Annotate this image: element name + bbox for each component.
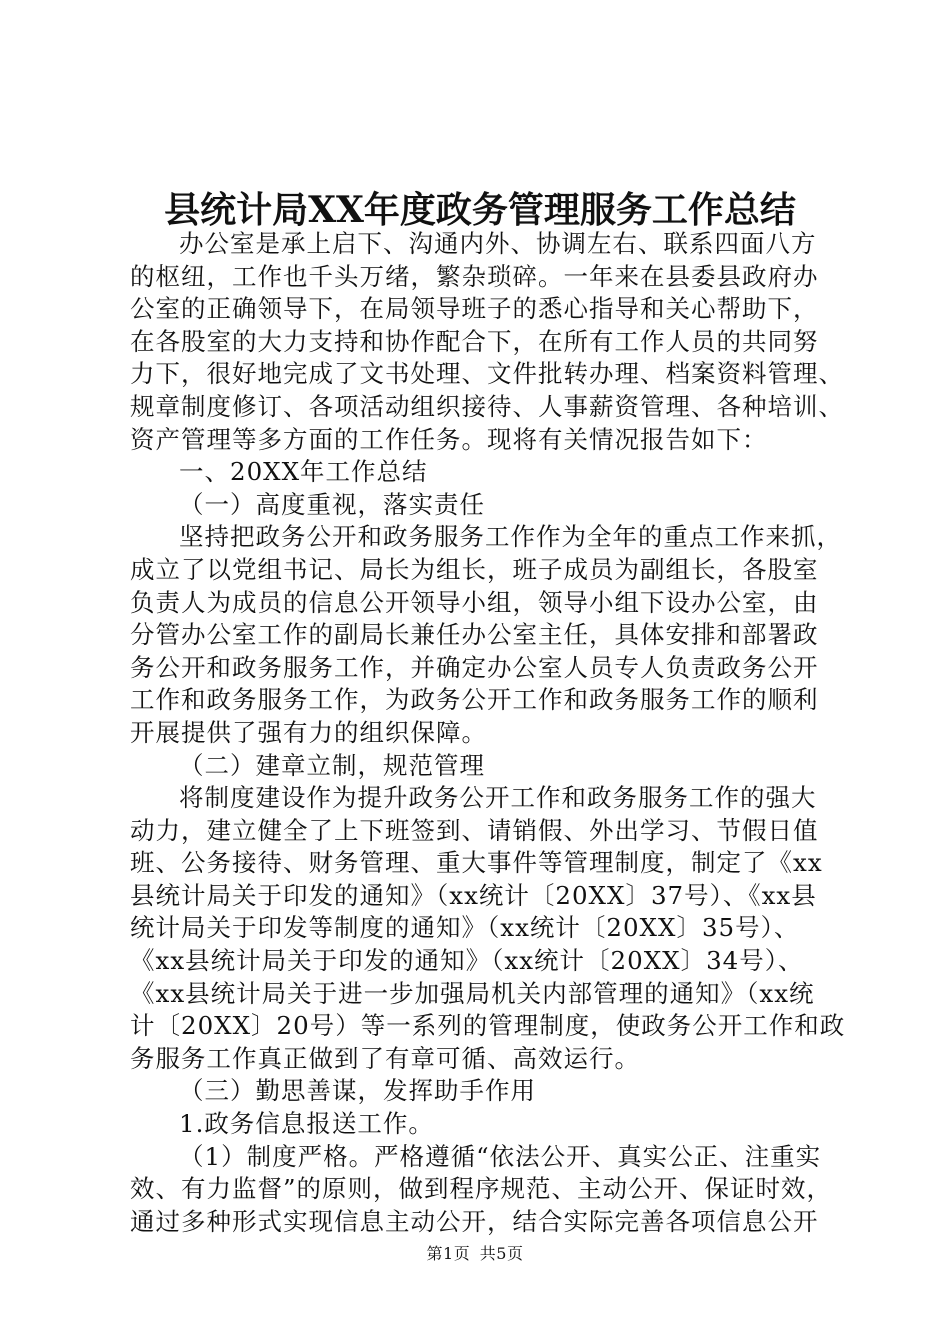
body-line: 在各股室的大力支持和协作配合下，在所有工作人员的共同努 [130,326,819,356]
body-line: 办公室是承上启下、沟通内外、协调左右、联系四面八方 [179,229,817,258]
body-line: 通过多种形式实现信息主动公开，结合实际完善各项信息公开 [130,1206,819,1236]
body-line: 公室的正确领导下，在局领导班子的悉心指导和关心帮助下， [130,294,819,324]
body-line: 班、公务接待、财务管理、重大事件等管理制度，制定了《xx [130,848,823,878]
body-line: 力下，很好地完成了文书处理、文件批转办理、档案资料管理、 [130,359,844,389]
body-line: 动力，建立健全了上下班签到、请销假、外出学习、节假日值 [130,815,819,845]
subsection-heading: （三）勤思善谋，发挥助手作用 [179,1076,536,1106]
body-line: 分管办公室工作的副局长兼任办公室主任，具体安排和部署政 [130,620,819,650]
body-line: 计〔20XX〕20号）等一系列的管理制度，使政务公开工作和政 [130,1011,846,1041]
body-line: 《xx县统计局关于进一步加强局机关内部管理的通知》（xx统 [130,978,815,1008]
subsection-heading: （二）建章立制，规范管理 [179,750,485,780]
body-line: 统计局关于印发等制度的通知》（xx统计〔20XX〕35号）、 [130,913,800,943]
body-line: 将制度建设作为提升政务公开工作和政务服务工作的强大 [179,783,817,813]
body-line: 规章制度修订、各项活动组织接待、人事薪资管理、各种培训、 [130,391,844,421]
body-line: 负责人为成员的信息公开领导小组，领导小组下设办公室，由 [130,587,819,617]
page-number: 第1页 [426,1244,471,1263]
subsection-heading: （一）高度重视，落实责任 [179,489,485,519]
body-line: （1）制度严格。严格遵循“依法公开、真实公正、注重实 [179,1141,822,1171]
body-line: 的枢纽，工作也千头万绪，繁杂琐碎。一年来在县委县政府办 [130,261,819,291]
body-line: 《xx县统计局关于印发的通知》（xx统计〔20XX〕34号）、 [130,946,804,976]
body-line: 开展提供了强有力的组织保障。 [130,717,487,747]
item-heading: 1.政务信息报送工作。 [179,1109,434,1139]
body-line: 务服务工作真正做到了有章可循、高效运行。 [130,1043,640,1073]
document-body [130,228,846,1238]
body-line: 资产管理等多方面的工作任务。现将有关情况报告如下： [130,424,768,454]
body-line: 工作和政务服务工作，为政务公开工作和政务服务工作的顺利 [130,685,819,715]
body-line: 县统计局关于印发的通知》（xx统计〔20XX〕37号）、《xx县 [130,880,817,910]
body-line: 成立了以党组书记、局长为组长，班子成员为副组长，各股室 [130,554,819,584]
body-line: 坚持把政务公开和政务服务工作作为全年的重点工作来抓， [179,522,842,552]
document-title: 县统计局XX年度政务管理服务工作总结 [164,189,796,231]
page-total: 共5页 [479,1244,524,1263]
page-footer [0,1242,950,1266]
body-line: 务公开和政务服务工作，并确定办公室人员专人负责政务公开 [130,652,819,682]
section-heading: 一、20XX年工作总结 [179,457,428,487]
body-line: 效、有力监督”的原则，做到程序规范、主动公开、保证时效， [130,1174,833,1204]
